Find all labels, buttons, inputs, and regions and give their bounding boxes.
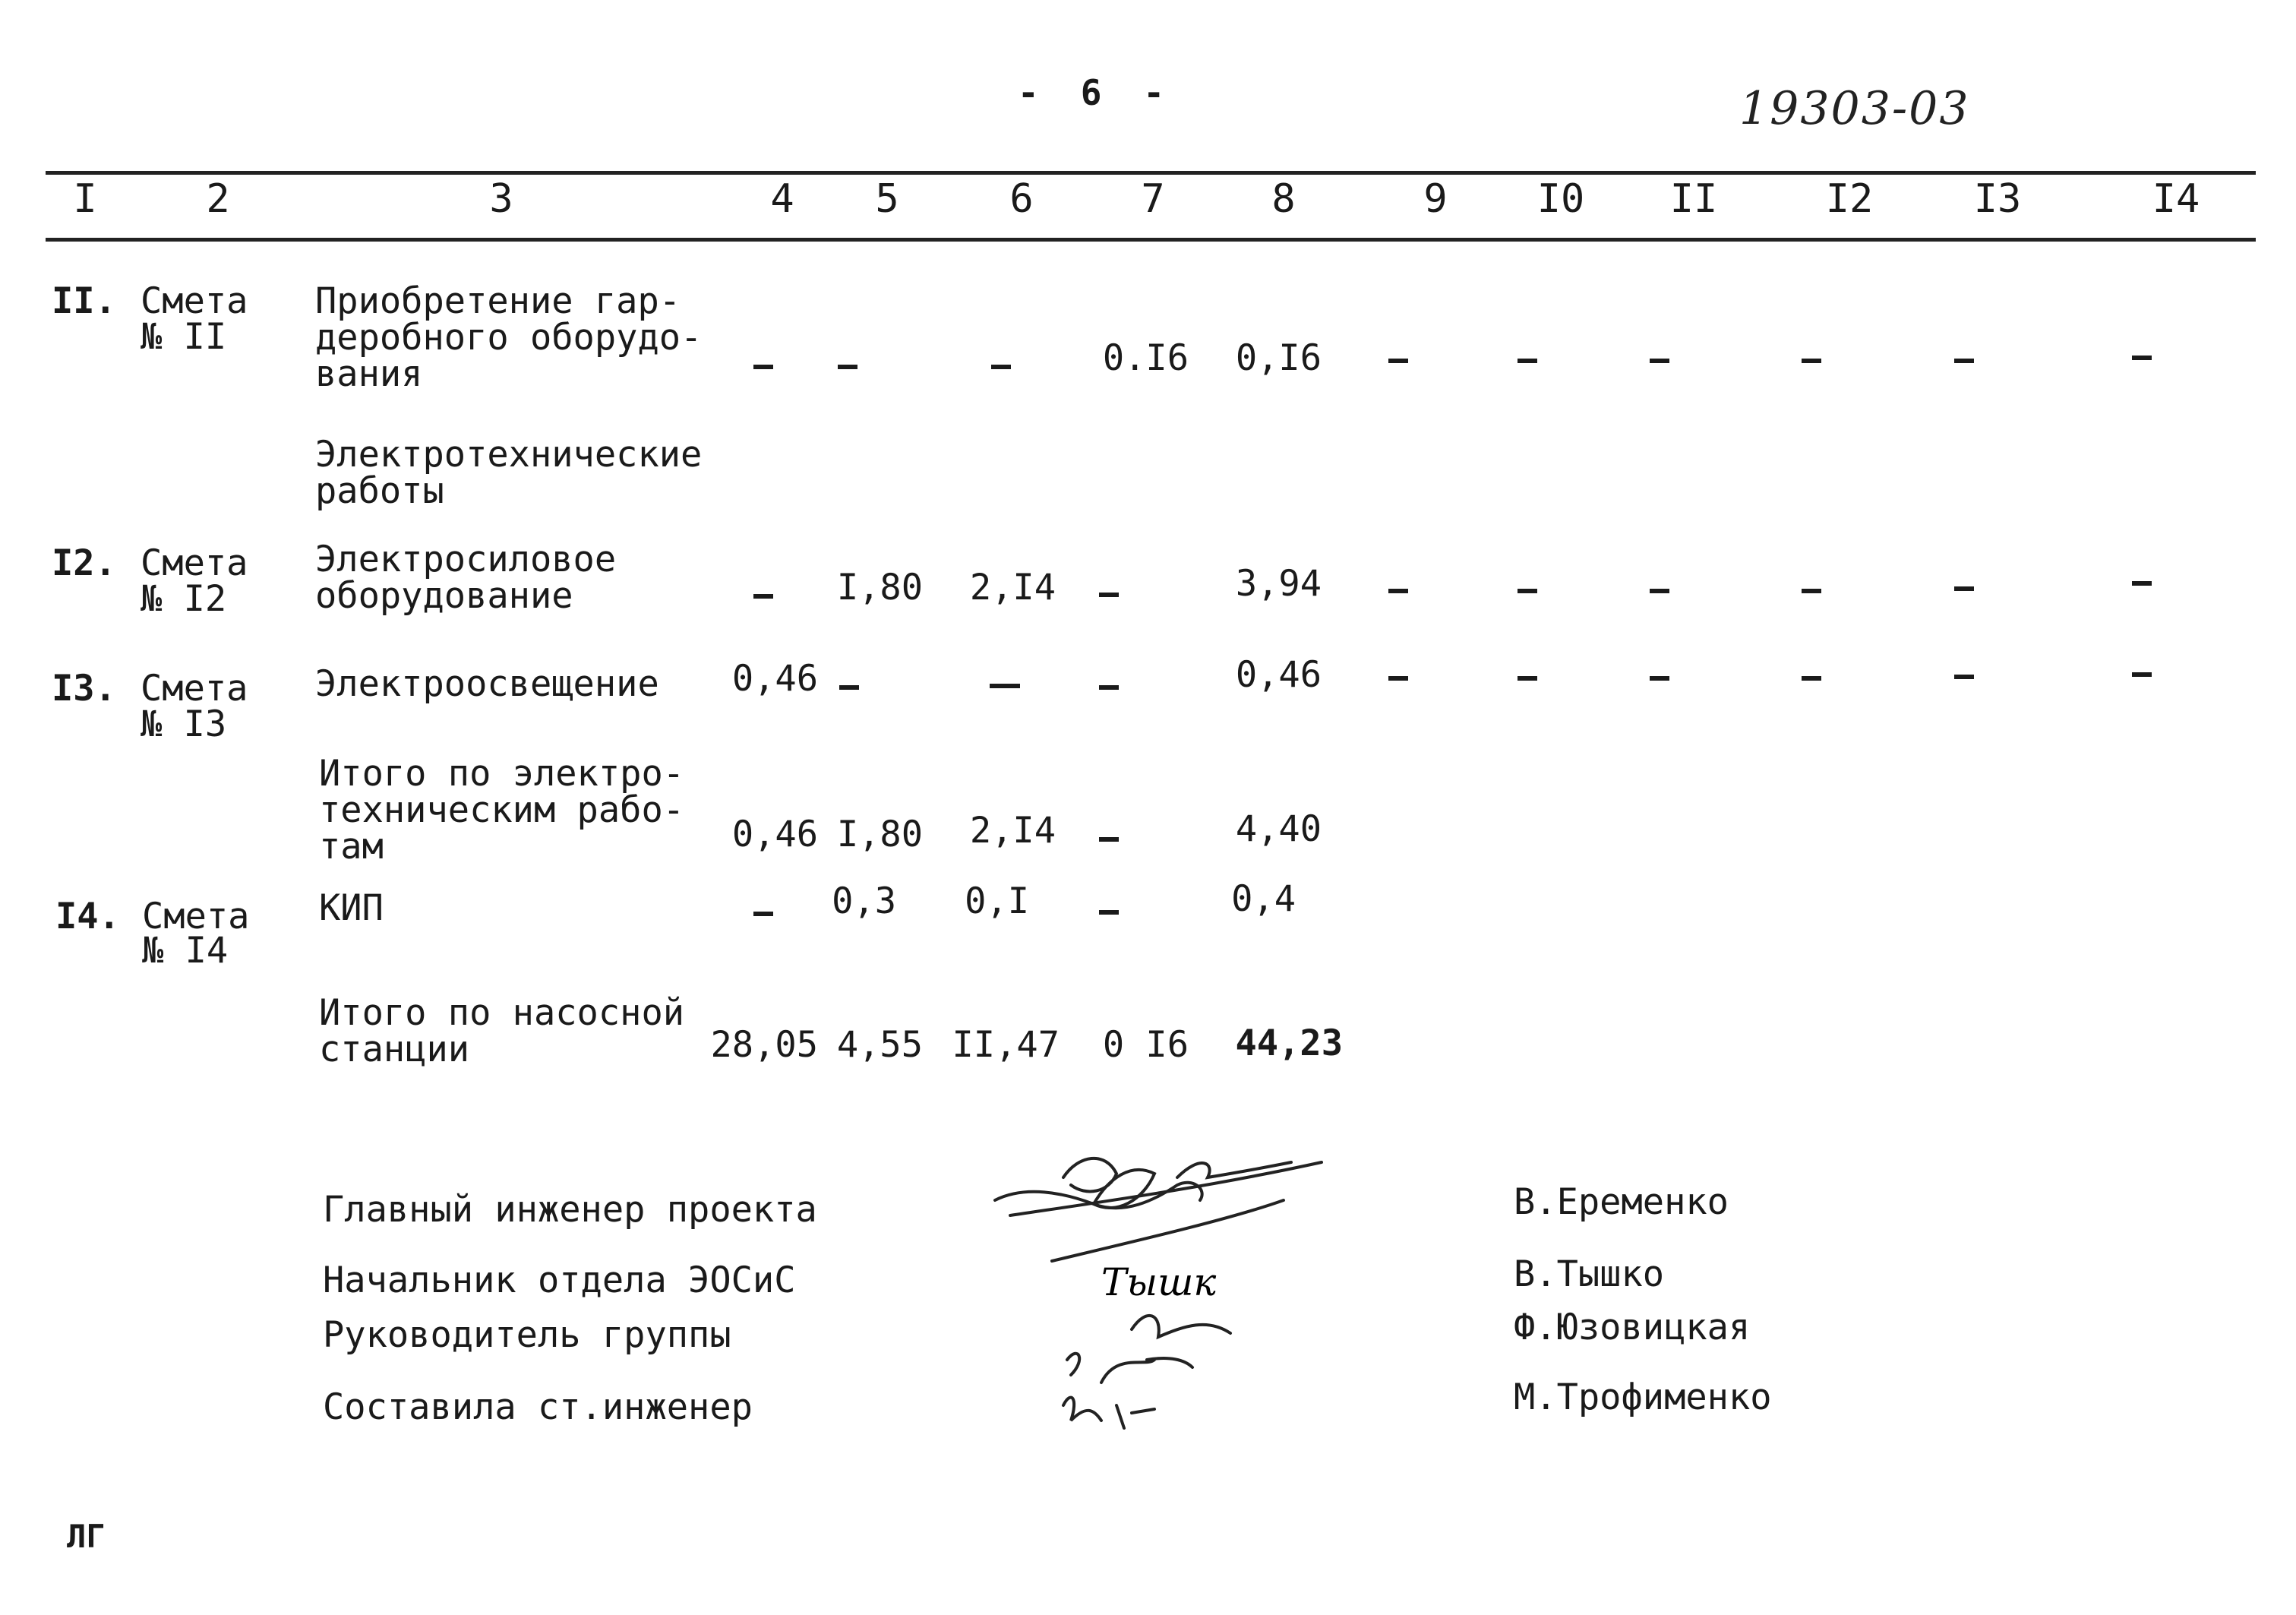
empty-dash (1388, 676, 1408, 681)
handwritten-signatures (980, 1132, 1344, 1466)
empty-dash (838, 365, 857, 369)
empty-dash (1518, 676, 1537, 681)
cell-c5: 0,3 (832, 880, 896, 922)
col-header-6: 6 (1009, 176, 1034, 222)
col-header-14: I4 (2152, 176, 2200, 222)
signatory-name: В.Еременко (1514, 1181, 1729, 1223)
empty-dash (1954, 359, 1974, 363)
empty-dash (753, 594, 773, 599)
col-header-2: 2 (206, 176, 230, 222)
row-number: II. (52, 280, 116, 322)
cell-c7: 0 I6 (1102, 1024, 1189, 1066)
empty-dash (1099, 910, 1119, 915)
estimate-number: № I3 (141, 703, 227, 745)
row-number: I4. (55, 896, 120, 937)
col-header-12: I2 (1825, 176, 1874, 222)
row-number: I2. (52, 542, 116, 584)
empty-dash (2132, 581, 2152, 586)
signatory-title: Составила ст.инженер (323, 1386, 753, 1428)
empty-dash (2132, 672, 2152, 677)
row-description: Приобретение гар- деробного оборудо- вания (315, 280, 703, 395)
signatory-title: Руководитель группы (323, 1314, 731, 1356)
cell-c5: I,80 (836, 814, 923, 855)
empty-dash (1099, 685, 1119, 690)
estimate-label: Смета (142, 896, 250, 937)
cell-c5: 4,55 (836, 1024, 923, 1066)
empty-dash (2132, 356, 2152, 360)
empty-dash (1650, 359, 1669, 363)
cell-c5: I,80 (836, 567, 923, 608)
empty-dash (1802, 676, 1821, 681)
row-description: Итого по электро- техническим рабо- там (319, 753, 685, 868)
empty-dash (1518, 359, 1537, 363)
col-header-13: I3 (1973, 176, 2022, 222)
cell-c8: 4,40 (1235, 808, 1322, 850)
cell-c6: 0,I (965, 880, 1029, 922)
empty-dash (1954, 586, 1974, 591)
cell-c4: 28,05 (710, 1024, 818, 1066)
cell-c8: 0,4 (1231, 878, 1296, 920)
table-header-rule (46, 238, 2256, 242)
col-header-11: II (1669, 176, 1718, 222)
col-header-1: I (73, 176, 97, 222)
estimate-label: Смета (141, 542, 248, 584)
empty-dash (990, 684, 1020, 688)
estimate-number: № I4 (142, 930, 229, 972)
row-description: Электросиловое оборудование (315, 539, 617, 617)
signature-text: Тышк (1101, 1260, 1217, 1304)
col-header-7: 7 (1141, 176, 1165, 222)
col-header-8: 8 (1271, 176, 1296, 222)
empty-dash (1650, 589, 1669, 593)
footer-mark: ЛГ (67, 1518, 106, 1555)
row-description: Итого по насосной станции (319, 992, 685, 1070)
empty-dash (1388, 589, 1408, 593)
cell-c7: 0.I6 (1102, 337, 1189, 379)
col-header-5: 5 (875, 176, 899, 222)
empty-dash (991, 365, 1011, 369)
signatory-title: Главный инженер проекта (323, 1189, 817, 1231)
row-description: КИП (319, 887, 384, 929)
estimate-label: Смета (141, 280, 248, 322)
signatory-name: Ф.Юзовицкая (1514, 1307, 1751, 1348)
cell-c4: 0,46 (731, 658, 818, 700)
empty-dash (1099, 837, 1119, 842)
signatory-title: Начальник отдела ЭОСиС (323, 1259, 796, 1301)
estimate-number: № I2 (141, 578, 227, 620)
cell-c6: II,47 (952, 1024, 1060, 1066)
empty-dash (1388, 359, 1408, 363)
empty-dash (1802, 359, 1821, 363)
cell-c8: 44,23 (1235, 1022, 1343, 1064)
document-number: 19303-03 (1739, 82, 1970, 135)
signatory-name: В.Тышко (1514, 1253, 1665, 1295)
cell-c8: 3,94 (1235, 563, 1322, 605)
cell-c6: 2,I4 (969, 810, 1056, 852)
empty-dash (1518, 589, 1537, 593)
empty-dash (1650, 676, 1669, 681)
cell-c6: 2,I4 (969, 567, 1056, 608)
table-top-rule (46, 171, 2256, 175)
section-heading: Электротехнические работы (315, 434, 703, 512)
col-header-10: I0 (1536, 176, 1585, 222)
row-number: I3. (52, 668, 116, 710)
empty-dash (1954, 675, 1974, 679)
col-header-9: 9 (1423, 176, 1448, 222)
cell-c8: 0,46 (1235, 654, 1322, 696)
estimate-label: Смета (141, 668, 248, 710)
row-description: Электроосвещение (315, 663, 659, 705)
page-number: -6- (1018, 72, 1207, 113)
col-header-4: 4 (770, 176, 794, 222)
signatory-name: М.Трофименко (1514, 1376, 1772, 1418)
empty-dash (839, 685, 859, 690)
col-header-3: 3 (489, 176, 513, 222)
cell-c4: 0,46 (731, 814, 818, 855)
empty-dash (1802, 589, 1821, 593)
estimate-number: № II (141, 316, 227, 358)
empty-dash (1099, 593, 1119, 597)
empty-dash (753, 365, 773, 369)
cell-c8: 0,I6 (1235, 337, 1322, 379)
empty-dash (753, 912, 773, 916)
